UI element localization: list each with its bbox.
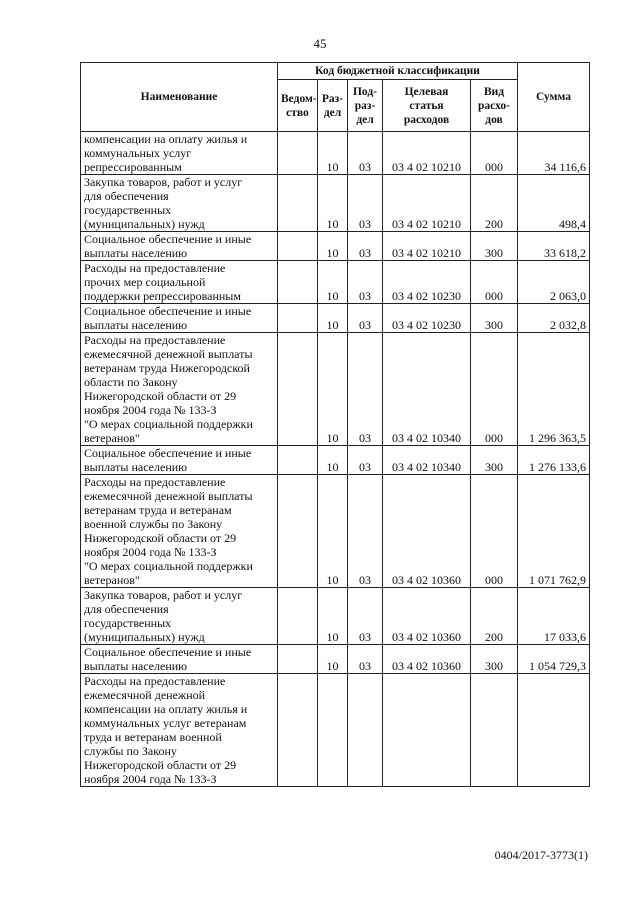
row-name: [81, 645, 278, 674]
table-row: [81, 645, 590, 674]
row-podrazdel: 03: [348, 475, 383, 588]
row-name-line: для обеспечения: [84, 602, 169, 616]
row-expense-type: 300: [471, 645, 518, 674]
row-sum: 2 032,8: [518, 304, 590, 333]
row-name: [81, 232, 278, 261]
row-podrazdel: 03: [348, 232, 383, 261]
row-name-line: "О мерах социальной поддержки: [84, 417, 253, 431]
row-name-line: ноября 2004 года № 133-З: [84, 403, 217, 417]
row-sum: [518, 674, 590, 787]
row-name: [81, 304, 278, 333]
row-name-line: поддержки репрессированным: [84, 289, 241, 303]
row-name-line: Расходы на предоставление: [84, 261, 226, 275]
row-vedomstvo: [278, 475, 318, 588]
row-podrazdel: 03: [348, 261, 383, 304]
row-target-article: 03 4 02 10210: [383, 232, 471, 261]
row-sum: 498,4: [518, 175, 590, 232]
header-podrazdel: Под- раз- дел: [348, 80, 383, 132]
header-group: Код бюджетной классификации: [278, 63, 518, 80]
row-name-line: Расходы на предоставление: [84, 674, 226, 688]
row-vedomstvo: [278, 446, 318, 475]
table-row: [81, 261, 590, 304]
row-name-line: ветеранам труда Нижегородской: [84, 361, 250, 375]
row-name: [81, 674, 278, 787]
row-vedomstvo: [278, 132, 318, 175]
row-name-line: выплаты населению: [84, 460, 188, 474]
row-name-line: Нижегородской области от 29: [84, 758, 237, 772]
row-vedomstvo: [278, 588, 318, 645]
row-name: [81, 475, 278, 588]
row-vedomstvo: [278, 674, 318, 787]
table-row: [81, 175, 590, 232]
row-target-article: 03 4 02 10210: [383, 132, 471, 175]
row-name-line: ветеранов": [84, 431, 140, 445]
row-name-line: области по Закону: [84, 375, 178, 389]
row-name-line: Нижегородской области от 29: [84, 389, 237, 403]
row-expense-type: 300: [471, 232, 518, 261]
row-target-article: 03 4 02 10360: [383, 475, 471, 588]
row-name: [81, 446, 278, 475]
row-podrazdel: 03: [348, 588, 383, 645]
row-razdel: [318, 674, 348, 787]
row-expense-type: 200: [471, 588, 518, 645]
row-vedomstvo: [278, 232, 318, 261]
header-summa: Сумма: [518, 63, 590, 132]
row-podrazdel: 03: [348, 175, 383, 232]
table-row: [81, 132, 590, 175]
row-expense-type: 300: [471, 304, 518, 333]
row-expense-type: 300: [471, 446, 518, 475]
row-name: [81, 333, 278, 446]
row-target-article: [383, 674, 471, 787]
header-razdel: Раз- дел: [318, 80, 348, 132]
row-name-line: Закупка товаров, работ и услуг: [84, 175, 243, 189]
row-sum: 1 276 133,6: [518, 446, 590, 475]
row-name-line: Нижегородской области от 29: [84, 531, 237, 545]
row-name-line: прочих мер социальной: [84, 275, 206, 289]
row-name-line: Закупка товаров, работ и услуг: [84, 588, 243, 602]
row-name: [81, 261, 278, 304]
row-name-line: ветеранам труда и ветеранам: [84, 503, 232, 517]
table-row: [81, 674, 590, 787]
row-razdel: 10: [318, 132, 348, 175]
row-name-line: Расходы на предоставление: [84, 475, 226, 489]
row-razdel: 10: [318, 304, 348, 333]
row-name-line: компенсации на оплату жилья и: [84, 132, 248, 146]
row-name-line: ежемесячной денежной: [84, 688, 206, 702]
row-sum: 17 033,6: [518, 588, 590, 645]
row-name: [81, 175, 278, 232]
header-vid: Вид расхо- дов: [471, 80, 518, 132]
row-name-line: (муниципальных) нужд: [84, 217, 205, 231]
row-target-article: 03 4 02 10230: [383, 304, 471, 333]
table-row: [81, 588, 590, 645]
row-name-line: "О мерах социальной поддержки: [84, 559, 253, 573]
row-expense-type: 200: [471, 175, 518, 232]
row-expense-type: 000: [471, 261, 518, 304]
row-name-line: Социальное обеспечение и иные: [84, 304, 252, 318]
row-name-line: Социальное обеспечение и иные: [84, 645, 252, 659]
row-razdel: 10: [318, 588, 348, 645]
row-sum: 2 063,0: [518, 261, 590, 304]
header-celevaya: Целевая статья расходов: [383, 80, 471, 132]
row-name-line: Расходы на предоставление: [84, 333, 226, 347]
table-row: [81, 304, 590, 333]
row-name-line: государственных: [84, 616, 172, 630]
row-vedomstvo: [278, 304, 318, 333]
row-razdel: 10: [318, 645, 348, 674]
row-name-line: военной службы по Закону: [84, 517, 223, 531]
row-target-article: 03 4 02 10340: [383, 333, 471, 446]
row-expense-type: 000: [471, 475, 518, 588]
row-name-line: ветеранов": [84, 573, 140, 587]
row-name-line: Социальное обеспечение и иные: [84, 232, 252, 246]
row-sum: 1 071 762,9: [518, 475, 590, 588]
table-body: [81, 132, 590, 787]
row-name-line: Социальное обеспечение и иные: [84, 446, 252, 460]
row-name-line: государственных: [84, 203, 172, 217]
row-name-line: труда и ветеранам военной: [84, 730, 222, 744]
row-sum: 33 618,2: [518, 232, 590, 261]
document-code: 0404/2017-3773(1): [494, 848, 588, 862]
row-name-line: службы по Закону: [84, 744, 177, 758]
row-name-line: коммунальных услуг ветеранам: [84, 716, 247, 730]
table-row: [81, 475, 590, 588]
row-podrazdel: [348, 674, 383, 787]
row-name-line: ноября 2004 года № 133-З: [84, 772, 217, 786]
row-podrazdel: 03: [348, 333, 383, 446]
row-target-article: 03 4 02 10210: [383, 175, 471, 232]
row-razdel: 10: [318, 175, 348, 232]
row-podrazdel: 03: [348, 132, 383, 175]
row-name-line: ежемесячной денежной выплаты: [84, 489, 253, 503]
row-name-line: компенсации на оплату жилья и: [84, 702, 248, 716]
row-vedomstvo: [278, 333, 318, 446]
row-expense-type: 000: [471, 333, 518, 446]
header-vedomstvo: Ведом- ство: [278, 80, 318, 132]
header-name: Наименование: [81, 63, 278, 132]
row-name-line: коммунальных услуг: [84, 146, 192, 160]
row-razdel: 10: [318, 232, 348, 261]
row-name-line: репрессированным: [84, 160, 182, 174]
row-name-line: ноября 2004 года № 133-З: [84, 545, 217, 559]
row-expense-type: 000: [471, 132, 518, 175]
row-sum: 34 116,6: [518, 132, 590, 175]
row-razdel: 10: [318, 333, 348, 446]
row-podrazdel: 03: [348, 645, 383, 674]
table-header: [81, 63, 590, 132]
table-row: [81, 232, 590, 261]
table-row: [81, 333, 590, 446]
row-vedomstvo: [278, 261, 318, 304]
row-name-line: выплаты населению: [84, 318, 188, 332]
row-name-line: ежемесячной денежной выплаты: [84, 347, 253, 361]
row-name-line: выплаты населению: [84, 659, 188, 673]
row-vedomstvo: [278, 175, 318, 232]
row-razdel: 10: [318, 475, 348, 588]
row-target-article: 03 4 02 10230: [383, 261, 471, 304]
row-razdel: 10: [318, 261, 348, 304]
row-name-line: (муниципальных) нужд: [84, 630, 205, 644]
row-target-article: 03 4 02 10360: [383, 645, 471, 674]
row-name-line: выплаты населению: [84, 246, 188, 260]
row-name-line: для обеспечения: [84, 189, 169, 203]
row-razdel: 10: [318, 446, 348, 475]
row-podrazdel: 03: [348, 446, 383, 475]
budget-table: [80, 62, 590, 787]
row-vedomstvo: [278, 645, 318, 674]
row-expense-type: [471, 674, 518, 787]
row-target-article: 03 4 02 10360: [383, 588, 471, 645]
row-target-article: 03 4 02 10340: [383, 446, 471, 475]
row-podrazdel: 03: [348, 304, 383, 333]
row-sum: 1 054 729,3: [518, 645, 590, 674]
row-name: [81, 588, 278, 645]
page-number: 45: [313, 36, 327, 51]
row-name: [81, 132, 278, 175]
row-sum: 1 296 363,5: [518, 333, 590, 446]
table-row: [81, 446, 590, 475]
